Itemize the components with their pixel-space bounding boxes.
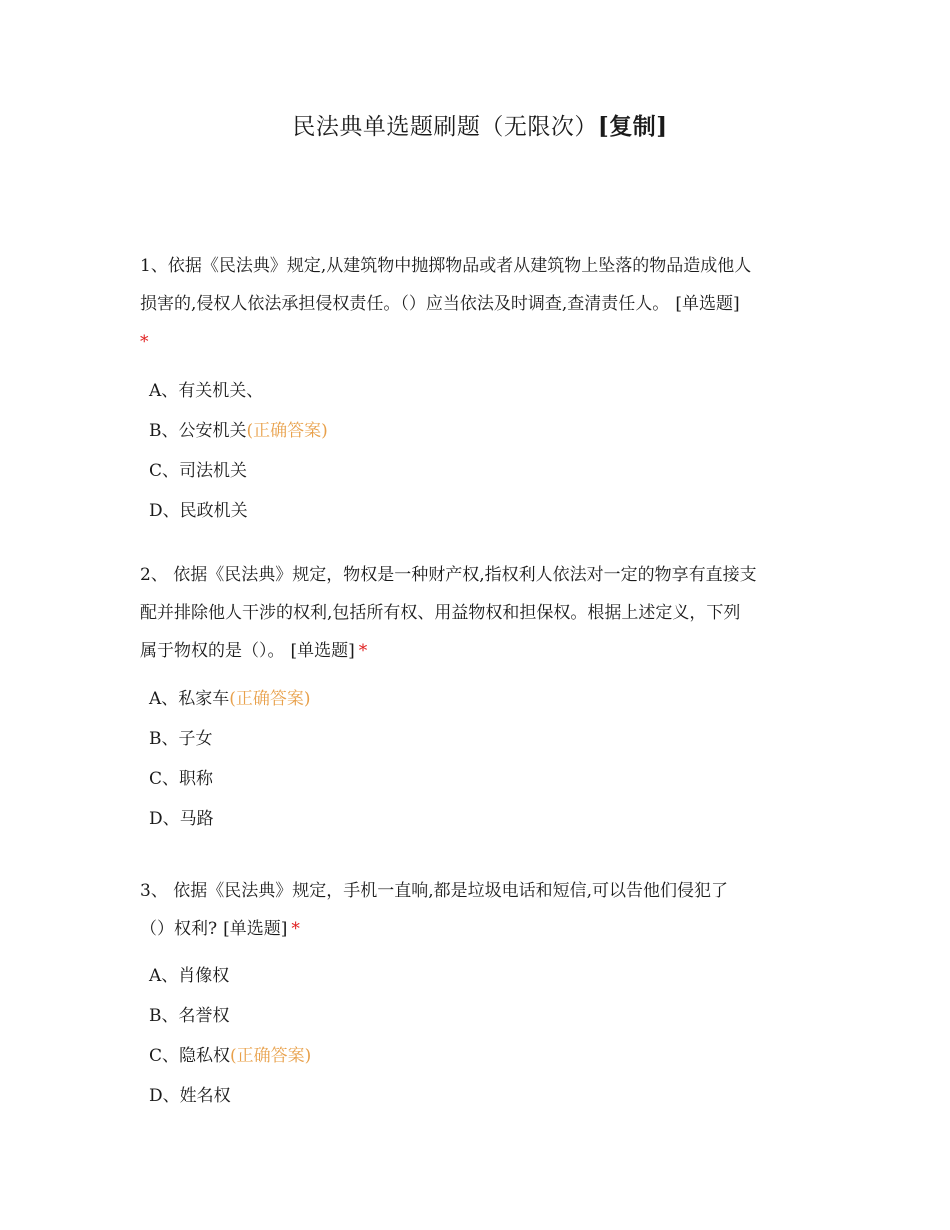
option-c[interactable]	[140, 451, 820, 491]
question-number: 3、	[140, 881, 168, 901]
option-c[interactable]	[140, 1036, 820, 1076]
option-label: C、司法机关	[149, 461, 248, 481]
option-c[interactable]	[140, 759, 820, 799]
question-1-text	[140, 247, 820, 361]
correct-answer-tag: (正确答案)	[230, 1046, 312, 1066]
question-3-text	[140, 872, 820, 948]
options-list	[140, 956, 820, 1116]
option-label: B、公安机关	[149, 421, 247, 441]
correct-answer-tag: (正确答案)	[246, 421, 328, 441]
options-list	[140, 679, 820, 839]
question-3	[140, 872, 820, 1116]
options-list	[140, 371, 820, 531]
option-label: D、民政机关	[149, 501, 248, 521]
option-label: B、子女	[149, 729, 213, 749]
option-b[interactable]	[140, 411, 820, 451]
required-mark: *	[291, 919, 300, 939]
option-a[interactable]	[140, 371, 820, 411]
option-d[interactable]	[140, 491, 820, 531]
question-line: （）权利?	[140, 919, 218, 939]
correct-answer-tag: (正确答案)	[229, 689, 311, 709]
required-mark: *	[358, 641, 368, 661]
copy-tag[interactable]: [复制]	[597, 113, 668, 140]
question-type-label: [单选题]	[675, 294, 740, 314]
option-label: D、姓名权	[149, 1086, 231, 1106]
option-label: C、隐私权	[149, 1046, 231, 1066]
question-line: 损害的,侵权人依法承担侵权责任。（）应当依法及时调查,查清责任人。	[140, 294, 670, 314]
question-1	[140, 247, 820, 531]
question-type-label: [单选题]	[290, 641, 355, 661]
option-label: A、肖像权	[149, 966, 230, 986]
question-line: 依据《民法典》规定，手机一直响,都是垃圾电话和短信,可以告他们侵犯了	[167, 881, 729, 901]
option-d[interactable]	[140, 799, 820, 839]
option-a[interactable]	[140, 679, 820, 719]
question-line: 依据《民法典》规定，物权是一种财产权,指权利人依法对一定的物享有直接支	[167, 565, 757, 585]
option-b[interactable]	[140, 996, 820, 1036]
question-type-label: [单选题]	[223, 919, 288, 939]
option-label: A、私家车	[149, 689, 230, 709]
survey-title-text: 民法典单选题刷题（无限次）	[292, 114, 598, 140]
survey-title	[0, 110, 950, 144]
question-number: 1、	[140, 256, 168, 276]
question-2-text	[140, 556, 820, 670]
option-label: D、马路	[149, 809, 214, 829]
question-line: 依据《民法典》规定,从建筑物中抛掷物品或者从建筑物上坠落的物品造成他人	[167, 256, 752, 276]
question-2	[140, 556, 820, 839]
option-b[interactable]	[140, 719, 820, 759]
option-label: A、有关机关、	[149, 381, 264, 401]
question-number: 2、	[140, 565, 168, 585]
option-d[interactable]	[140, 1076, 820, 1116]
option-label: B、名誉权	[149, 1006, 230, 1026]
option-a[interactable]	[140, 956, 820, 996]
question-line: 配并排除他人干涉的权利,包括所有权、用益物权和担保权。根据上述定义，下列	[140, 603, 741, 623]
question-line: 属于物权的是（）。	[140, 641, 285, 661]
required-mark: *	[140, 332, 149, 352]
option-label: C、职称	[149, 769, 214, 789]
